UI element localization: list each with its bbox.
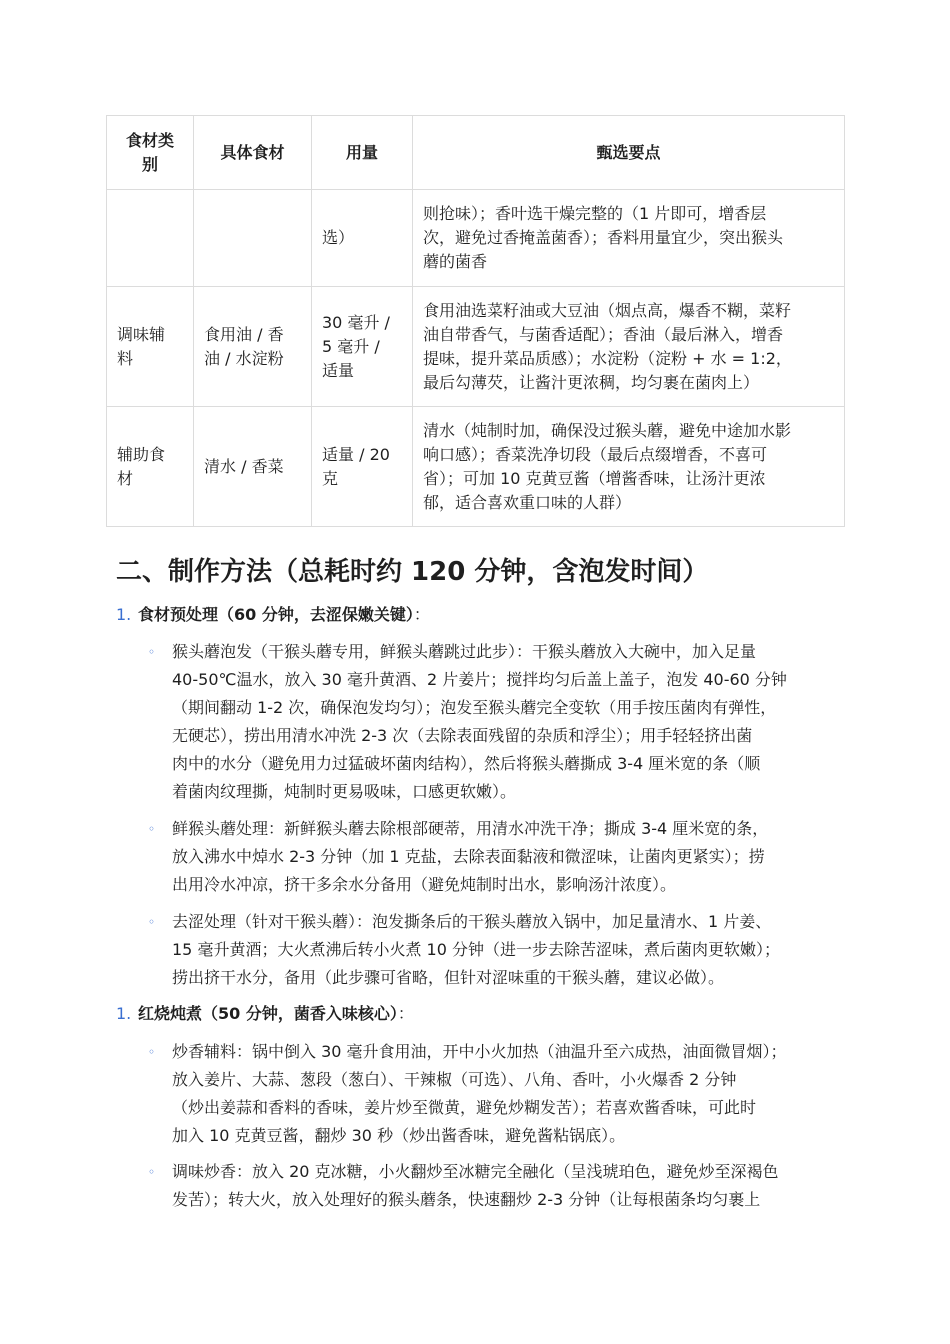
section-heading: 二、制作方法（总耗时约 120 分钟，含泡发时间） — [116, 557, 709, 587]
cell-notes: 清水（炖制时加，确保没过猴头蘑，避免中途加水影 响口感）；香菜洗净切段（最后点缀增香，不喜可 省）；可加 10 克黄豆酱（增酱香味，让汤汁更浓 郁，适合喜欢重口味的人群） — [413, 407, 845, 527]
table-row — [107, 190, 845, 287]
list-item-text: 调味炒香：放入 20 克冰糖，小火翻炒至冰糖完全融化（呈浅琥珀色，避免炒至深褐色 发苦）；转大火，放入处理好的猴头蘑条，快速翻炒 2-3 分钟（让每根菌条均匀裹上 — [172, 1162, 779, 1209]
cell-items: 清水 / 香菜 — [194, 407, 312, 527]
cell-amount: 适量 / 20 克 — [312, 407, 413, 527]
table-header-row — [107, 116, 845, 190]
cell-amount: 选） — [312, 190, 413, 287]
cell-items — [194, 190, 312, 287]
cell-items: 食用油 / 香 油 / 水淀粉 — [194, 287, 312, 407]
ingredients-table — [106, 115, 845, 527]
bullet-marker: ◦ — [148, 915, 156, 929]
step-number: 1. — [116, 1004, 132, 1023]
bullet-marker: ◦ — [148, 822, 156, 836]
step-suffix: ： — [397, 1004, 414, 1023]
list-item-text: 去涩处理（针对干猴头蘑）：泡发撕条后的干猴头蘑放入锅中，加足量清水、1 片姜、 15 毫升黄酒；大火煮沸后转小火煮 10 分钟（进一步去除苦涩味，煮后菌肉更软嫩）； 捞出挤干水分，备用（此步骤可省略，但针对涩味重的干猴头蘑，建议必做）。 — [172, 912, 780, 987]
table-row — [107, 287, 845, 407]
header-amount: 用量 — [312, 116, 413, 190]
header-notes: 甄选要点 — [413, 116, 845, 190]
list-item-text: 鲜猴头蘑处理：新鲜猴头蘑去除根部硬蒂，用清水冲洗干净；撕成 3-4 厘米宽的条， 放入沸水中焯水 2-3 分钟（加 1 克盐，去除表面黏液和微涩味，让菌肉更紧实）；捞 出用冷水冲凉，挤干多余水分备用（避免炖制时出水，影响汤汁浓度）。 — [172, 819, 769, 894]
step-title: 红烧炖煮（50 分钟，菌香入味核心） — [138, 1004, 398, 1023]
header-category: 食材类 别 — [107, 116, 194, 190]
cell-notes: 则抢味）；香叶选干燥完整的（1 片即可，增香层 次，避免过香掩盖菌香）；香料用量宜少，突出猴头 蘑的菌香 — [413, 190, 845, 287]
cell-category — [107, 190, 194, 287]
list-item-text: 炒香辅料：锅中倒入 30 毫升食用油，开中小火加热（油温升至六成热，油面微冒烟）； 放入姜片、大蒜、葱段（葱白）、干辣椒（可选）、八角、香叶，小火爆香 2 分钟 （炒出姜蒜和香料的香味，姜片炒至微黄，避免炒糊发苦）；若喜欢酱香味，可此时 加入 10 克黄豆酱，翻炒 30 秒（炒出酱香味，避免酱粘锅底）。 — [172, 1042, 787, 1145]
step-title: 食材预处理（60 分钟，去涩保嫩关键） — [138, 605, 414, 624]
list-item-text: 猴头蘑泡发（干猴头蘑专用，鲜猴头蘑跳过此步）：干猴头蘑放入大碗中，加入足量 40-50℃温水，放入 30 毫升黄酒、2 片姜片；搅拌均匀后盖上盖子，泡发 40-60 分钟 （期间翻动 1-2 次，确保泡发均匀）；泡发至猴头蘑完全变软（用手按压菌肉有弹性， 无硬芯），捞出用清水冲洗 2-3 次（去除表面残留的杂质和浮尘）；用手轻轻挤出菌 肉中的水分（避免用力过猛破坏菌肉结构），然后将猴头蘑撕成 3-4 厘米宽的条（顺 着菌肉纹理撕，炖制时更易吸味，口感更软嫩）。 — [172, 642, 787, 801]
cell-category: 辅助食 材 — [107, 407, 194, 527]
bullet-marker: ◦ — [148, 645, 156, 659]
step-heading — [116, 1002, 414, 1026]
cell-notes: 食用油选菜籽油或大豆油（烟点高，爆香不糊，菜籽 油自带香气，与菌香适配）；香油（最后淋入，增香 提味，提升菜品质感）；水淀粉（淀粉 + 水 = 1:2， 最后勾薄芡，让酱汁更浓稠，均匀裹在菌肉上） — [413, 287, 845, 407]
cell-amount: 30 毫升 / 5 毫升 / 适量 — [312, 287, 413, 407]
header-items: 具体食材 — [194, 116, 312, 190]
cell-category: 调味辅 料 — [107, 287, 194, 407]
bullet-marker: ◦ — [148, 1165, 156, 1179]
step-number: 1. — [116, 605, 132, 624]
bullet-marker: ◦ — [148, 1045, 156, 1059]
step-suffix: ： — [413, 605, 430, 624]
table-row — [107, 407, 845, 527]
step-heading — [116, 603, 430, 627]
